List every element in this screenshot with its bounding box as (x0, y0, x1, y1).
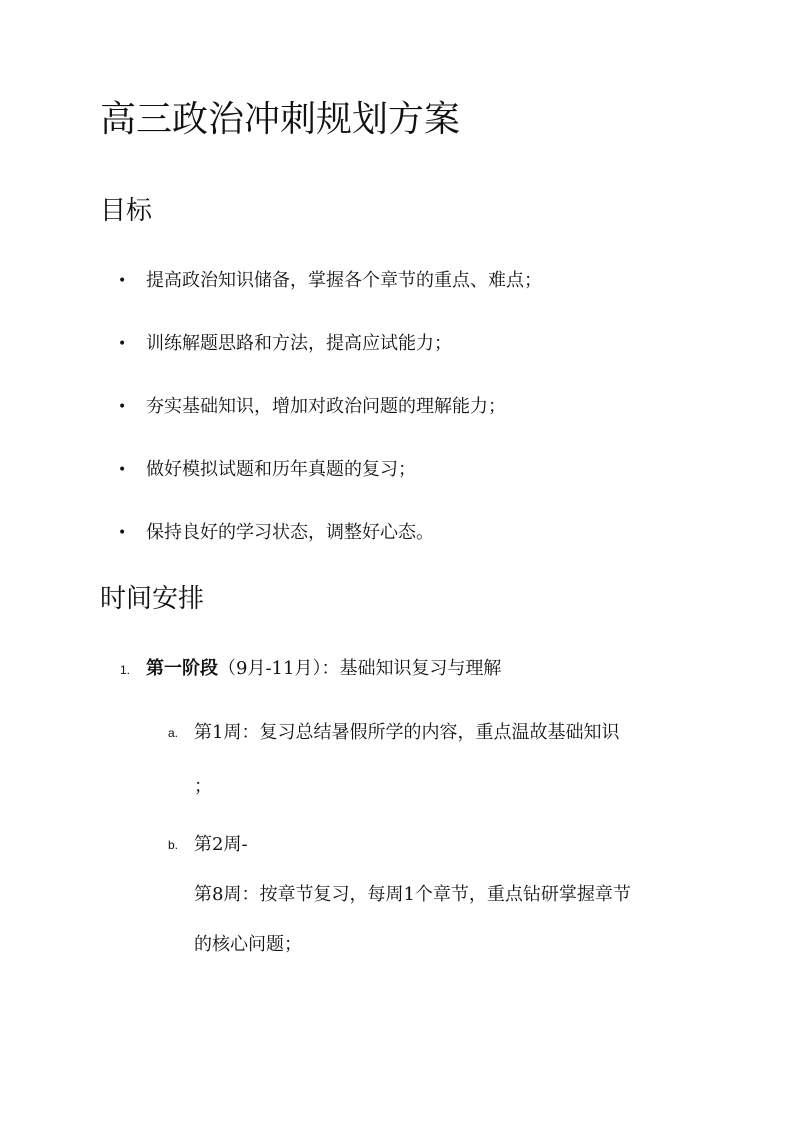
sub-item-letter: b. (168, 838, 179, 852)
list-item (118, 327, 542, 390)
list-item-text: 保持良好的学习状态，调整好心态。 (146, 522, 434, 543)
text-line: 第2周- (194, 834, 248, 855)
bullet-icon: • (118, 462, 127, 478)
schedule-heading: 时间安排 (100, 584, 205, 614)
bullet-icon: • (118, 336, 127, 352)
list-item-text: 做好模拟试题和历年真题的复习； (146, 459, 416, 480)
document-title: 高三政治冲刺规划方案 (100, 99, 461, 140)
text-line: 第1周：复习总结暑假所学的内容，重点温故基础知识 (194, 722, 620, 743)
bullet-icon: • (118, 525, 127, 541)
bullet-icon: • (118, 273, 127, 289)
list-item (118, 453, 542, 516)
list-item-text: 训练解题思路和方法，提高应试能力； (146, 333, 452, 354)
bullet-icon: • (118, 399, 127, 415)
sub-item-letter: a. (168, 726, 179, 740)
sub-item-text (194, 828, 694, 978)
text-line: 的核心问题； (194, 934, 302, 955)
list-item (118, 516, 542, 579)
text-line: 第8周：按章节复习，每周1个章节，重点钻研掌握章节 (194, 884, 631, 905)
stage-label-bold: 第一阶段 (146, 658, 218, 679)
stage-label-rest: （9月-11月）：基础知识复习与理解 (218, 658, 502, 679)
list-item-text: 提高政治知识储备，掌握各个章节的重点、难点； (146, 270, 542, 291)
goals-list (118, 264, 542, 579)
stage-1-item (120, 652, 501, 687)
stage-number: 1. (120, 663, 131, 677)
sub-item-text (194, 716, 694, 824)
goals-heading: 目标 (100, 196, 153, 226)
list-item (118, 390, 542, 453)
text-line: ； (194, 776, 212, 797)
list-item (118, 264, 542, 327)
list-item-text: 夯实基础知识，增加对政治问题的理解能力； (146, 396, 506, 417)
